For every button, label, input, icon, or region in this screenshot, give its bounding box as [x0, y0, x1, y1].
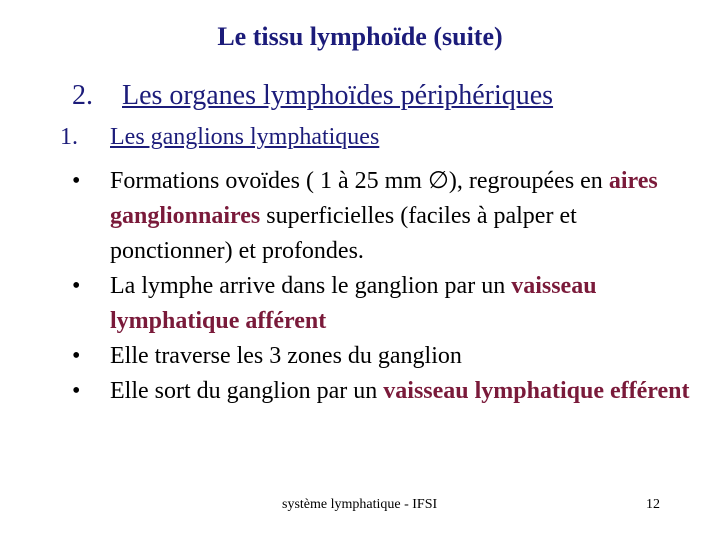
section-text: Les ganglions lymphatiques [110, 124, 380, 150]
bullet-item [60, 374, 700, 409]
subtitle [72, 80, 553, 112]
section-number: 1. [60, 124, 78, 150]
page-number: 12 [646, 497, 660, 512]
bullet-item [60, 269, 700, 339]
bullet-highlight: aires ganglionnaires [110, 168, 658, 229]
bullet-text: Elle sort du ganglion par un [110, 378, 384, 404]
bullet-text: Elle traverse les 3 zones du ganglion [110, 343, 462, 369]
bullet-highlight: vaisseau lymphatique afférent [110, 273, 597, 334]
bullet-item [60, 164, 700, 269]
bullet-highlight: vaisseau lymphatique efférent [383, 378, 690, 404]
bullet-list [60, 164, 700, 409]
bullet-text: Formations ovoïdes ( 1 à 25 mm ∅), regroupées en [110, 168, 609, 194]
footer-text: système lymphatique - IFSI [282, 497, 438, 512]
bullet-dot: • [72, 168, 81, 194]
subtitle-number: 2. [72, 80, 93, 111]
section-heading [60, 124, 379, 151]
bullet-text: superficielles (faciles à palper et ponctionner) et profondes. [110, 203, 577, 264]
slide-title: Le tissu lymphoïde (suite) [217, 22, 503, 51]
bullet-item [60, 339, 700, 374]
bullet-dot: • [72, 273, 81, 299]
bullet-text: La lymphe arrive dans le ganglion par un [110, 273, 512, 299]
bullet-dot: • [72, 343, 81, 369]
bullet-dot: • [72, 378, 81, 404]
subtitle-text: Les organes lymphoïdes périphériques [122, 80, 554, 111]
